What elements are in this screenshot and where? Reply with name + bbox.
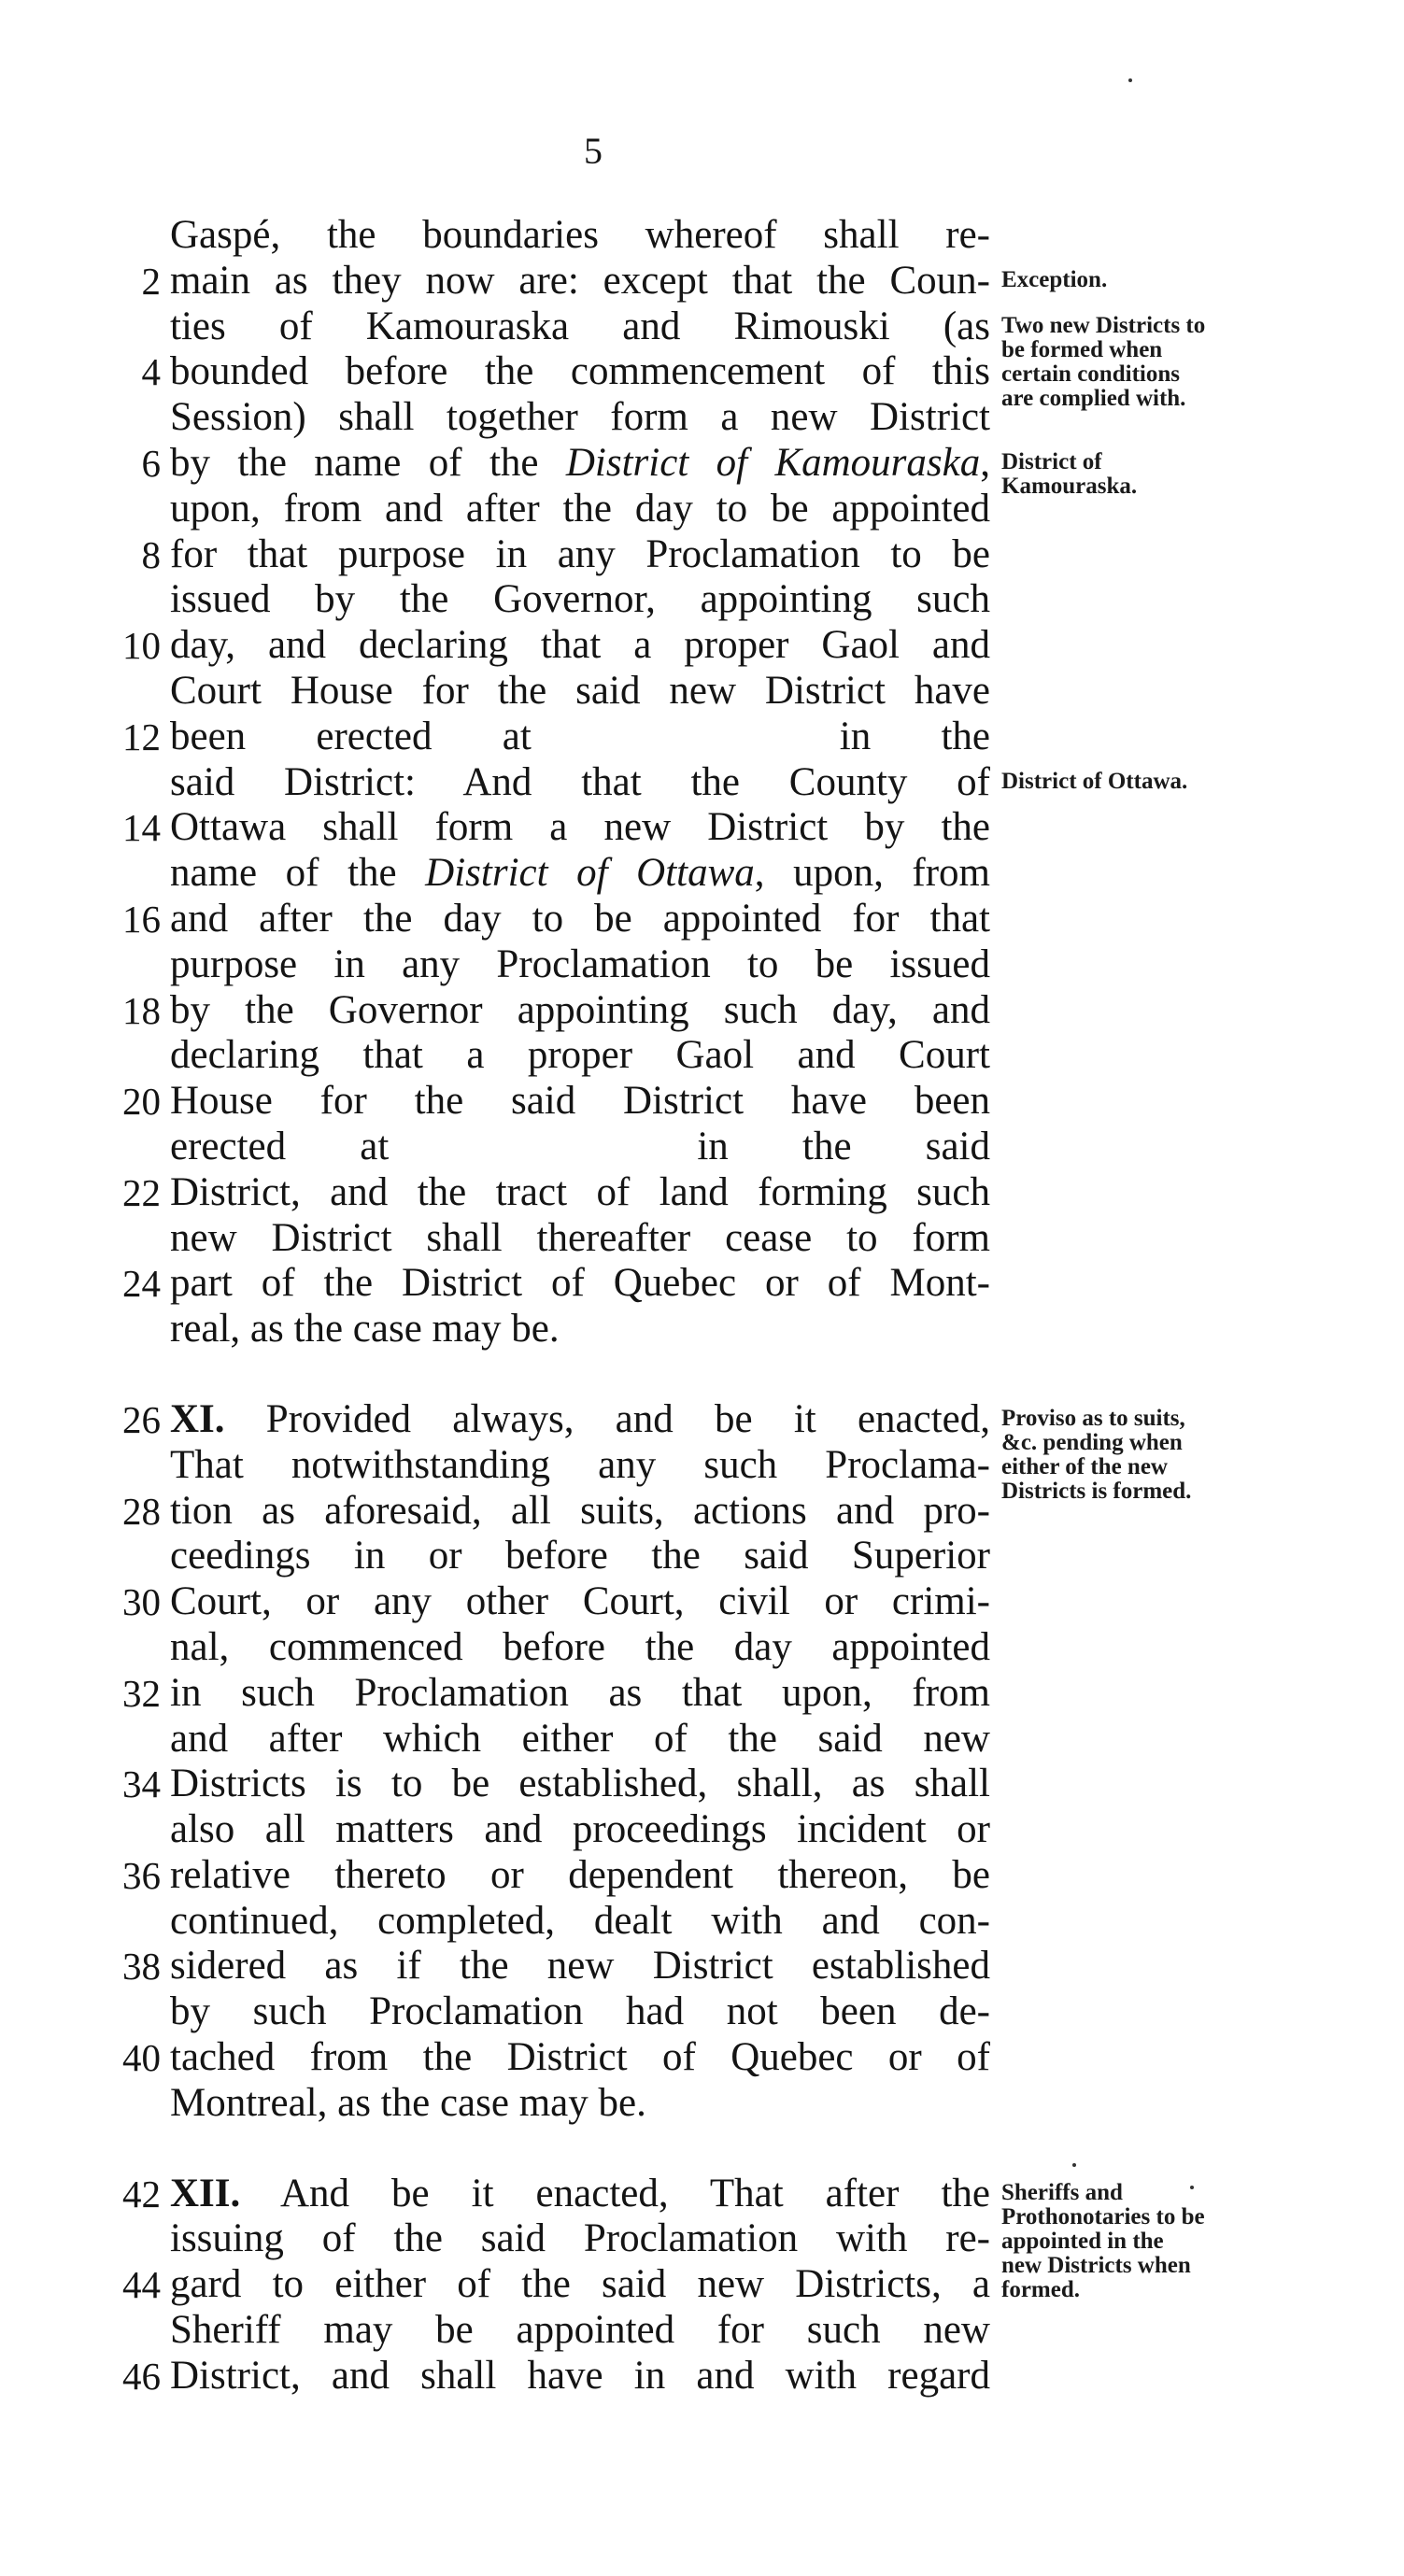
page-number: 5 xyxy=(584,130,603,172)
text-line xyxy=(103,577,990,623)
text-line xyxy=(103,1397,990,1443)
text-line xyxy=(103,395,990,441)
text-line xyxy=(103,1033,990,1079)
line-text-part: by the name of the xyxy=(170,440,566,485)
statute-text-column xyxy=(103,213,990,2399)
line-text: Montreal, as the case may be. xyxy=(170,2080,646,2125)
text-line xyxy=(103,1762,990,1807)
line-text-part: Provided always, and be it enacted, xyxy=(224,1396,990,1441)
line-text: bounded before the commencement of this xyxy=(170,349,990,394)
line-text-part: in the xyxy=(839,714,990,758)
line-text xyxy=(170,715,990,760)
line-text: by such Proclamation had not been de- xyxy=(170,1989,990,2034)
line-text: said District: And that the County of xyxy=(170,759,990,804)
line-text: relative thereto or dependent thereon, be xyxy=(170,1852,990,1897)
margin-note: Exception. xyxy=(1001,266,1108,292)
line-text-part: And be it enacted, That after the xyxy=(240,2171,990,2215)
text-line xyxy=(103,1717,990,1762)
line-text-part: , upon, from xyxy=(754,851,990,896)
line-text: in such Proclamation as that upon, from xyxy=(170,1670,990,1715)
margin-note: Sheriffs and Prothonotaries to be appointed in the new Districts when formed. xyxy=(1001,2179,1205,2302)
text-line xyxy=(103,1671,990,1717)
line-number: 8 xyxy=(141,532,161,576)
text-line xyxy=(103,487,990,532)
line-text xyxy=(170,1397,990,1443)
text-line xyxy=(103,1989,990,2035)
text-line xyxy=(103,1307,990,1352)
ink-speck xyxy=(1190,2186,1194,2189)
text-line xyxy=(103,1216,990,1262)
paragraph-gap xyxy=(103,1352,990,1397)
text-line xyxy=(103,851,990,897)
ink-speck xyxy=(1128,78,1132,82)
line-number: 34 xyxy=(122,1762,161,1806)
text-line xyxy=(103,213,990,259)
line-text: sidered as if the new District established xyxy=(170,1944,990,1989)
line-text: tached from the District of Quebec or of xyxy=(170,2035,990,2080)
line-number: 20 xyxy=(122,1080,161,1124)
line-number: 24 xyxy=(122,1262,161,1306)
text-line xyxy=(103,760,990,806)
paragraph-gap xyxy=(103,2127,990,2172)
text-line xyxy=(103,1625,990,1671)
line-text: Court House for the said new District have xyxy=(170,668,990,713)
line-number: 32 xyxy=(122,1671,161,1715)
margin-note: Two new Districts to be formed when certain conditions are complied with. xyxy=(1001,312,1206,411)
text-line xyxy=(103,942,990,988)
line-number: 2 xyxy=(141,259,161,303)
text-line xyxy=(103,2216,990,2262)
line-text-part: name of the xyxy=(170,851,426,896)
line-text: gard to either of the said new Districts, a xyxy=(170,2262,990,2307)
line-number: 46 xyxy=(122,2354,161,2398)
line-text: declaring that a proper Gaol and Court xyxy=(170,1033,990,1078)
line-number: 22 xyxy=(122,1170,161,1214)
line-text: Session) shall together form a new District xyxy=(170,395,990,440)
text-line xyxy=(103,1899,990,1945)
line-text: continued, completed, dealt with and con- xyxy=(170,1898,990,1943)
text-line xyxy=(103,2308,990,2354)
line-text: and after the day to be appointed for that xyxy=(170,896,990,941)
line-number: 12 xyxy=(122,715,161,758)
line-text: issuing of the said Proclamation with re- xyxy=(170,2216,990,2261)
text-line xyxy=(103,1579,990,1625)
text-line xyxy=(103,1489,990,1535)
line-text: purpose in any Proclamation to be issued xyxy=(170,941,990,986)
line-text-part: in the said xyxy=(697,1124,990,1168)
line-number: 6 xyxy=(141,441,161,485)
text-line xyxy=(103,1261,990,1307)
district-name: District of Kamouraska xyxy=(565,440,981,485)
line-text-part: erected at xyxy=(170,1124,390,1168)
line-number: 28 xyxy=(122,1489,161,1533)
text-line xyxy=(103,1534,990,1579)
ink-speck xyxy=(1072,2163,1076,2167)
text-line xyxy=(103,1944,990,1989)
line-text xyxy=(170,2172,990,2217)
line-number: 42 xyxy=(122,2172,161,2215)
text-line xyxy=(103,532,990,578)
line-number: 26 xyxy=(122,1397,161,1441)
line-text-part: , xyxy=(980,440,990,485)
text-line xyxy=(103,349,990,395)
line-text: Districts is to be established, shall, as shall xyxy=(170,1762,990,1806)
text-line xyxy=(103,1443,990,1489)
line-text: ceedings in or before the said Superior xyxy=(170,1534,990,1578)
line-text: also all matters and proceedings incident or xyxy=(170,1807,990,1852)
text-line xyxy=(103,1807,990,1853)
section-number: XI. xyxy=(170,1396,225,1441)
text-line xyxy=(103,1170,990,1216)
line-number: 40 xyxy=(122,2036,161,2080)
district-name: District of Ottawa xyxy=(425,851,755,896)
line-text: That notwithstanding any such Proclama- xyxy=(170,1442,990,1487)
margin-note: District of Kamouraska. xyxy=(1001,449,1138,499)
line-number: 16 xyxy=(122,897,161,941)
line-text: new District shall thereafter cease to form xyxy=(170,1215,990,1260)
line-number: 4 xyxy=(141,350,161,394)
line-text: issued by the Governor, appointing such xyxy=(170,577,990,622)
line-text: District, and shall have in and with regard xyxy=(170,2353,990,2398)
line-text: main as they now are: except that the Coun- xyxy=(170,258,990,303)
text-line xyxy=(103,2081,990,2127)
text-line xyxy=(103,304,990,350)
text-line xyxy=(103,441,990,487)
line-text: by the Governor appointing such day, and xyxy=(170,987,990,1032)
line-text: part of the District of Quebec or of Mont- xyxy=(170,1261,990,1306)
line-number: 36 xyxy=(122,1853,161,1897)
text-line xyxy=(103,988,990,1034)
line-number: 30 xyxy=(122,1580,161,1624)
text-line xyxy=(103,2172,990,2217)
text-line xyxy=(103,2035,990,2081)
line-text: House for the said District have been xyxy=(170,1079,990,1124)
line-text: upon, from and after the day to be appointed xyxy=(170,486,990,531)
line-text: nal, commenced before the day appointed xyxy=(170,1624,990,1669)
line-number: 10 xyxy=(122,624,161,668)
margin-note: Proviso as to suits, &c. pending when either of the new Districts is formed. xyxy=(1001,1406,1192,1504)
text-line xyxy=(103,2262,990,2308)
line-text: and after which either of the said new xyxy=(170,1716,990,1761)
text-line xyxy=(103,805,990,851)
text-line xyxy=(103,259,990,304)
line-text: Sheriff may be appointed for such new xyxy=(170,2308,990,2353)
line-text: for that purpose in any Proclamation to be xyxy=(170,531,990,576)
text-line xyxy=(103,715,990,760)
line-text: Court, or any other Court, civil or crimi- xyxy=(170,1579,990,1624)
line-number: 14 xyxy=(122,806,161,850)
line-number: 18 xyxy=(122,988,161,1032)
line-text: real, as the case may be. xyxy=(170,1307,560,1352)
line-text: ties of Kamouraska and Rimouski (as xyxy=(170,304,990,348)
section-number: XII. xyxy=(170,2171,241,2215)
text-line xyxy=(103,1853,990,1899)
line-text: day, and declaring that a proper Gaol and xyxy=(170,623,990,668)
text-line xyxy=(103,2354,990,2399)
line-text xyxy=(170,1125,990,1170)
line-text: Ottawa shall form a new District by the xyxy=(170,805,990,850)
text-line xyxy=(103,623,990,669)
text-line xyxy=(103,1079,990,1125)
line-text: tion as aforesaid, all suits, actions and pro- xyxy=(170,1488,990,1533)
line-text-part: been erected at xyxy=(170,714,532,758)
line-text: District, and the tract of land forming such xyxy=(170,1169,990,1214)
text-line xyxy=(103,669,990,715)
line-text: Gaspé, the boundaries whereof shall re- xyxy=(170,213,990,257)
text-line xyxy=(103,897,990,942)
line-text xyxy=(170,441,990,487)
line-number: 38 xyxy=(122,1945,161,1989)
line-text xyxy=(170,851,990,897)
line-number: 44 xyxy=(122,2263,161,2307)
text-line xyxy=(103,1125,990,1170)
margin-note: District of Ottawa. xyxy=(1001,768,1188,794)
